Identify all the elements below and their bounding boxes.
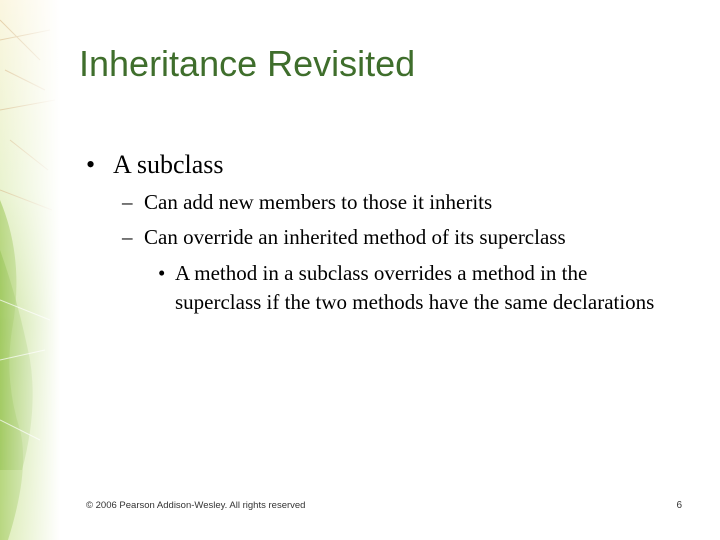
bullet-level2-add-members: [122, 190, 492, 214]
bullet-text: Can override an inherited method of its superclass: [144, 225, 566, 249]
bullet-text: Can add new members to those it inherits: [144, 190, 493, 214]
bullet-marker: •: [158, 261, 166, 285]
bullet-text: A subclass: [113, 150, 224, 179]
slide-title: Inheritance Revisited: [79, 43, 416, 84]
left-decorative-background: [0, 0, 60, 540]
bullet-level1: [86, 150, 224, 180]
bullet-marker: •: [86, 150, 96, 179]
bullet-level2-override-method: [122, 225, 566, 249]
bullet-level3-override-rule: [158, 259, 678, 317]
dash-marker: –: [122, 225, 133, 249]
copyright-footer: © 2006 Pearson Addison-Wesley. All rights reserved: [86, 500, 306, 511]
bullet-text: A method in a subclass overrides a method in the superclass if the two methods have the same declarations: [175, 261, 655, 314]
page-number: 6: [676, 500, 682, 511]
dash-marker: –: [122, 190, 133, 214]
